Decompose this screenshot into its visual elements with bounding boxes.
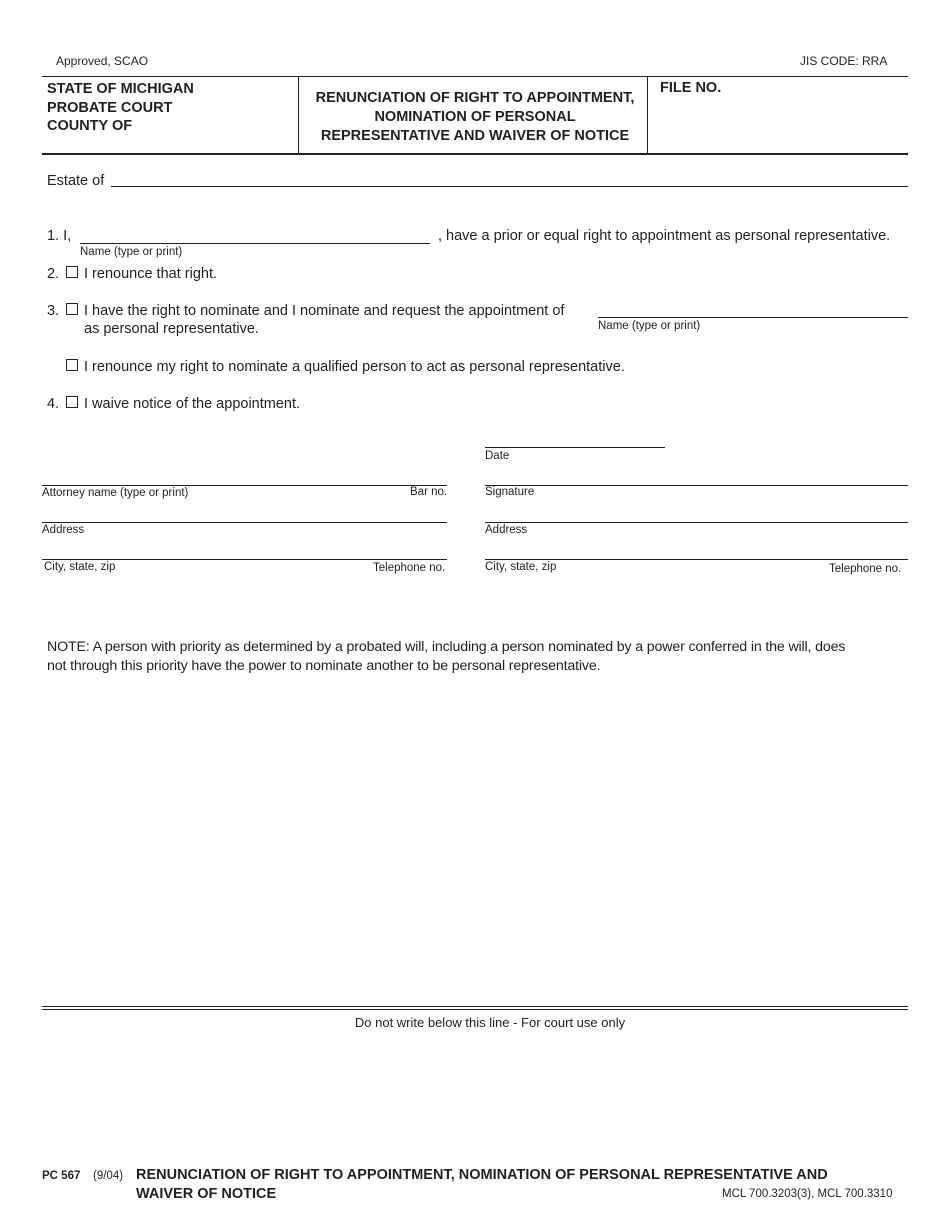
file-no-field[interactable] bbox=[720, 80, 900, 140]
phone-right-label: Telephone no. bbox=[829, 563, 902, 575]
form-title bbox=[300, 89, 650, 146]
item-4-checkbox[interactable] bbox=[66, 396, 78, 408]
court-use-label: Do not write below this line - For court use only bbox=[354, 1015, 626, 1030]
header-top-rule bbox=[42, 76, 908, 77]
item-1-number: 1. I, bbox=[47, 228, 72, 244]
address-left-label: Address bbox=[42, 524, 85, 536]
footer-title-line-2: WAIVER OF NOTICE bbox=[136, 1186, 277, 1202]
estate-label: Estate of bbox=[47, 173, 105, 189]
form-title-line-2: NOMINATION OF PERSONAL bbox=[374, 109, 576, 125]
item-2-number: 2. bbox=[47, 266, 60, 282]
signature-field[interactable] bbox=[485, 485, 908, 486]
item-2-text: I renounce that right. bbox=[84, 266, 217, 282]
item-3-alt-checkbox[interactable] bbox=[66, 359, 78, 371]
item-4-number: 4. bbox=[47, 396, 60, 412]
date-field[interactable] bbox=[485, 447, 665, 448]
bar-no-label: Bar no. bbox=[410, 486, 448, 498]
court-state: STATE OF MICHIGAN bbox=[47, 81, 194, 97]
approved-label: Approved, SCAO bbox=[56, 54, 149, 68]
header-bottom-rule bbox=[42, 153, 908, 155]
court-use-rule-lower bbox=[42, 1009, 908, 1010]
item-3-checkbox[interactable] bbox=[66, 303, 78, 315]
item-1-field-caption: Name (type or print) bbox=[80, 246, 183, 258]
city-right-label: City, state, zip bbox=[485, 561, 557, 573]
item-3-number: 3. bbox=[47, 303, 60, 319]
note-block bbox=[47, 638, 917, 676]
note-line-2: not through this priority have the power to nominate another to be personal representative. bbox=[47, 658, 601, 674]
court-use-rule-upper bbox=[42, 1006, 908, 1007]
court-block bbox=[47, 80, 194, 136]
item-3-text-a: I have the right to nominate and I nominate and request the appointment of bbox=[84, 303, 565, 319]
jis-code: JIS CODE: RRA bbox=[800, 54, 888, 68]
item-1-text: , have a prior or equal right to appointment as personal representative. bbox=[438, 228, 891, 244]
form-number: PC 567 bbox=[42, 1170, 81, 1182]
item-2-checkbox[interactable] bbox=[66, 266, 78, 278]
court-county: COUNTY OF bbox=[47, 118, 133, 134]
attorney-name-field[interactable] bbox=[42, 485, 447, 486]
address-right-field[interactable] bbox=[485, 522, 908, 523]
header-divider-left bbox=[298, 76, 299, 153]
file-no-label: FILE NO. bbox=[660, 80, 722, 96]
court-name: PROBATE COURT bbox=[47, 99, 173, 116]
statute-citation: MCL 700.3203(3), MCL 700.3310 bbox=[722, 1188, 893, 1200]
item-3-field-caption: Name (type or print) bbox=[598, 320, 701, 332]
item-1-name-field[interactable] bbox=[80, 243, 430, 244]
item-4-text: I waive notice of the appointment. bbox=[84, 396, 301, 412]
signature-label: Signature bbox=[485, 486, 535, 498]
address-right-label: Address bbox=[485, 524, 528, 536]
item-3-nominee-field[interactable] bbox=[598, 317, 908, 318]
estate-field[interactable] bbox=[111, 186, 908, 187]
form-title-line-1: RENUNCIATION OF RIGHT TO APPOINTMENT, bbox=[315, 90, 635, 106]
footer-title-line-1: RENUNCIATION OF RIGHT TO APPOINTMENT, NOMINATION OF PERSONAL REPRESENTATIVE AND bbox=[136, 1167, 828, 1183]
city-left-label: City, state, zip bbox=[44, 561, 116, 573]
city-right-field[interactable] bbox=[485, 559, 908, 560]
date-label: Date bbox=[485, 450, 510, 462]
item-3-alt-text: I renounce my right to nominate a qualified person to act as personal representative. bbox=[84, 359, 625, 375]
address-left-field[interactable] bbox=[42, 522, 447, 523]
item-3-text-b: as personal representative. bbox=[84, 321, 259, 337]
form-title-line-3: REPRESENTATIVE AND WAIVER OF NOTICE bbox=[320, 128, 630, 144]
city-left-field[interactable] bbox=[42, 559, 447, 560]
phone-left-label: Telephone no. bbox=[373, 562, 446, 574]
note-line-1: NOTE: A person with priority as determined by a probated will, including a person nominated by a power conferred in the will, does bbox=[47, 639, 846, 655]
form-date: (9/04) bbox=[93, 1170, 124, 1182]
attorney-name-label: Attorney name (type or print) bbox=[42, 487, 189, 499]
